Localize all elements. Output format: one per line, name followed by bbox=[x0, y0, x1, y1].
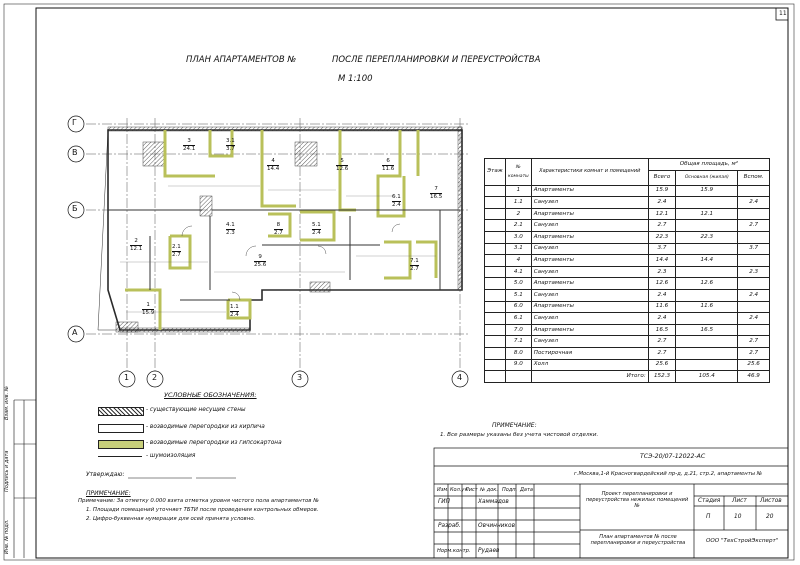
stamp-col-header: № док. bbox=[480, 487, 498, 493]
row-main: 14.4 bbox=[676, 255, 738, 267]
row-total: 14.4 bbox=[648, 255, 676, 267]
row-aux: 3.7 bbox=[738, 243, 770, 255]
room-label bbox=[410, 258, 419, 273]
room-number: 3 bbox=[183, 138, 195, 146]
row-main bbox=[676, 243, 738, 255]
room-label bbox=[274, 222, 283, 237]
stamp-stage-value: 20 bbox=[766, 514, 774, 520]
row-floor bbox=[485, 185, 506, 197]
explication-row bbox=[485, 324, 770, 336]
row-total: 2.3 bbox=[648, 266, 676, 278]
room-number: 4.1 bbox=[226, 222, 235, 228]
stamp-org: ООО "ТехСтройЭксперт" bbox=[706, 538, 779, 544]
row-main: 22.3 bbox=[676, 231, 738, 243]
row-total: 2.7 bbox=[648, 347, 676, 359]
row-main: 11.6 bbox=[676, 301, 738, 313]
stamp-code: ТСЭ-20/07-12022-АС bbox=[640, 453, 706, 460]
room-label bbox=[336, 158, 348, 173]
room-number: 9 bbox=[254, 254, 266, 262]
row-name: Постирочная bbox=[531, 347, 648, 359]
row-name: Апартаменты bbox=[531, 278, 648, 290]
plan-subtitle: ПОСЛЕ ПЕРЕПЛАНИРОВКИ И ПЕРЕУСТРОЙСТВА bbox=[332, 55, 541, 65]
explication-row bbox=[485, 208, 770, 220]
axis-label-col: 3 bbox=[297, 373, 303, 382]
row-aux bbox=[738, 185, 770, 197]
total-main: 105.4 bbox=[676, 371, 738, 383]
row-total: 2.7 bbox=[648, 336, 676, 348]
room-area: 2.7 bbox=[410, 266, 419, 272]
row-floor bbox=[485, 266, 506, 278]
room-number: 5.1 bbox=[312, 222, 321, 228]
total-aux: 46.9 bbox=[738, 371, 770, 383]
room-label bbox=[226, 138, 235, 153]
row-floor bbox=[485, 278, 506, 290]
stamp-name: Рудаев bbox=[478, 548, 500, 554]
room-number: 1.1 bbox=[230, 304, 239, 310]
row-aux: 2.7 bbox=[738, 347, 770, 359]
stamp-col-header: Кол.уч bbox=[450, 487, 468, 493]
room-area: 25.6 bbox=[254, 262, 267, 268]
header-room-no: № комнаты bbox=[506, 159, 532, 186]
stamp-project: Проект перепланировки и переустройства нежилых помещений № bbox=[585, 491, 689, 509]
row-num: 1 bbox=[506, 185, 532, 197]
side-label: Взам. инв. № bbox=[4, 386, 10, 420]
row-aux: 2.4 bbox=[738, 289, 770, 301]
row-main bbox=[676, 266, 738, 278]
row-main: 15.9 bbox=[676, 185, 738, 197]
row-num: 5.0 bbox=[506, 278, 532, 290]
note1-text: 1. Все размеры указаны без учета чистовой отделки. bbox=[440, 432, 599, 438]
row-num: 7.0 bbox=[506, 324, 532, 336]
room-label bbox=[254, 254, 266, 269]
room-label bbox=[382, 158, 394, 173]
explication-row bbox=[485, 289, 770, 301]
row-total: 2.7 bbox=[648, 220, 676, 232]
room-area: 2.7 bbox=[172, 252, 181, 258]
row-total: 25.6 bbox=[648, 359, 676, 371]
row-name: Санузел bbox=[531, 289, 648, 301]
room-label bbox=[226, 222, 235, 237]
room-label bbox=[392, 194, 401, 209]
stamp-role: Норм.контр. bbox=[437, 548, 471, 554]
explication-row bbox=[485, 220, 770, 232]
stamp-stage-value: 10 bbox=[734, 514, 742, 520]
row-floor bbox=[485, 208, 506, 220]
note2-line: Примечание: За отметку 0.000 взята отметка уровня чистого пола апартаментов № bbox=[78, 498, 319, 504]
row-total: 22.3 bbox=[648, 231, 676, 243]
row-name: Апартаменты bbox=[531, 185, 648, 197]
row-num: 5.1 bbox=[506, 289, 532, 301]
row-floor bbox=[485, 220, 506, 232]
row-aux: 2.4 bbox=[738, 313, 770, 325]
room-label bbox=[267, 158, 279, 173]
legend-item: - шумоизоляция bbox=[146, 453, 196, 459]
row-main bbox=[676, 336, 738, 348]
row-num: 2 bbox=[506, 208, 532, 220]
row-name: Апартаменты bbox=[531, 208, 648, 220]
row-num: 9.0 bbox=[506, 359, 532, 371]
explication-row bbox=[485, 266, 770, 278]
row-floor bbox=[485, 243, 506, 255]
axis-label-row: А bbox=[72, 328, 78, 337]
row-name: Санузел bbox=[531, 243, 648, 255]
row-floor bbox=[485, 301, 506, 313]
row-aux bbox=[738, 231, 770, 243]
row-total: 2.4 bbox=[648, 197, 676, 209]
row-aux: 25.6 bbox=[738, 359, 770, 371]
row-num: 6.1 bbox=[506, 313, 532, 325]
plan-title: ПЛАН АПАРТАМЕНТОВ № bbox=[186, 55, 297, 65]
stamp-stage-header: Лист bbox=[732, 498, 747, 504]
room-label bbox=[183, 138, 195, 153]
row-total: 11.6 bbox=[648, 301, 676, 313]
row-name: Санузел bbox=[531, 220, 648, 232]
legend-swatch-brick bbox=[98, 424, 144, 433]
room-area: 2.3 bbox=[226, 230, 235, 236]
axis-label-row: Б bbox=[72, 204, 78, 213]
room-area: 11.6 bbox=[382, 166, 395, 172]
row-floor bbox=[485, 231, 506, 243]
note2-title: ПРИМЕЧАНИЕ: bbox=[86, 490, 131, 497]
side-label: Инв. № подл. bbox=[4, 519, 10, 554]
explication-row bbox=[485, 185, 770, 197]
row-name: Холл bbox=[531, 359, 648, 371]
approved-label: Утверждаю: bbox=[86, 471, 125, 478]
row-floor bbox=[485, 347, 506, 359]
plan-scale: М 1:100 bbox=[338, 74, 373, 84]
stamp-col-header: Изм. bbox=[437, 487, 449, 493]
room-number: 5 bbox=[336, 158, 348, 166]
row-name: Санузел bbox=[531, 266, 648, 278]
row-total: 15.9 bbox=[648, 185, 676, 197]
row-num: 4.1 bbox=[506, 266, 532, 278]
row-main bbox=[676, 220, 738, 232]
legend-swatch-bearing bbox=[98, 407, 144, 416]
row-aux: 2.7 bbox=[738, 220, 770, 232]
legend-item: - возводимые перегородки из кирпича bbox=[146, 424, 265, 430]
room-area: 3.7 bbox=[226, 146, 235, 152]
room-area: 2.7 bbox=[274, 230, 283, 236]
total-value: 152.3 bbox=[648, 371, 676, 383]
total-label: Итого: bbox=[531, 371, 648, 383]
room-label bbox=[230, 304, 239, 319]
row-total: 2.4 bbox=[648, 289, 676, 301]
legend-swatch-gypsum bbox=[98, 440, 144, 449]
row-total: 12.1 bbox=[648, 208, 676, 220]
room-number: 4 bbox=[267, 158, 279, 166]
stamp-stage-value: П bbox=[706, 514, 711, 520]
room-label bbox=[172, 244, 181, 259]
row-aux: 2.4 bbox=[738, 197, 770, 209]
stamp-stage-header: Стадия bbox=[698, 498, 721, 504]
row-num: 4 bbox=[506, 255, 532, 267]
row-name: Апартаменты bbox=[531, 255, 648, 267]
explication-row bbox=[485, 313, 770, 325]
row-main: 16.5 bbox=[676, 324, 738, 336]
room-label bbox=[130, 238, 142, 253]
note1-title: ПРИМЕЧАНИЕ: bbox=[492, 422, 537, 429]
row-aux bbox=[738, 324, 770, 336]
row-num: 2.1 bbox=[506, 220, 532, 232]
explication-row bbox=[485, 347, 770, 359]
row-aux bbox=[738, 301, 770, 313]
header-main: Основная (жилая) bbox=[676, 170, 738, 185]
room-number: 8 bbox=[274, 222, 283, 230]
explication-row bbox=[485, 231, 770, 243]
explication-row bbox=[485, 278, 770, 290]
row-name: Санузел bbox=[531, 197, 648, 209]
stamp-sheet-title: План апартаментов № после перепланировки и переустройства bbox=[590, 534, 686, 546]
explication-row bbox=[485, 301, 770, 313]
room-number: 7 bbox=[430, 186, 442, 194]
side-label: Подпись и дата bbox=[4, 450, 10, 492]
row-main bbox=[676, 313, 738, 325]
legend-title: УСЛОВНЫЕ ОБОЗНАЧЕНИЯ: bbox=[164, 391, 257, 399]
room-number: 3.1 bbox=[226, 138, 235, 144]
note2-line: 2. Цифро-буквенная нумерация для осей принята условно. bbox=[86, 516, 256, 522]
room-label bbox=[312, 222, 321, 237]
axis-label-col: 1 bbox=[124, 373, 130, 382]
room-number: 6.1 bbox=[392, 194, 401, 200]
stamp-col-header: Лист bbox=[465, 487, 478, 493]
stamp-col-header: Дата bbox=[520, 487, 533, 493]
row-floor bbox=[485, 313, 506, 325]
stamp-name: Овчинников bbox=[478, 523, 515, 529]
row-name: Апартаменты bbox=[531, 231, 648, 243]
room-area: 12.6 bbox=[336, 166, 349, 172]
room-number: 2 bbox=[130, 238, 142, 246]
row-main bbox=[676, 197, 738, 209]
row-num: 8.0 bbox=[506, 347, 532, 359]
room-area: 14.4 bbox=[267, 166, 280, 172]
row-main bbox=[676, 359, 738, 371]
row-main: 12.1 bbox=[676, 208, 738, 220]
row-num: 3.1 bbox=[506, 243, 532, 255]
room-number: 7.1 bbox=[410, 258, 419, 264]
row-main: 12.6 bbox=[676, 278, 738, 290]
room-area: 2.4 bbox=[230, 312, 239, 318]
explication-row bbox=[485, 197, 770, 209]
row-aux: 2.3 bbox=[738, 266, 770, 278]
row-floor bbox=[485, 255, 506, 267]
legend-item: - возводимые перегородки из гипсокартона bbox=[146, 440, 282, 446]
room-area: 24.1 bbox=[183, 146, 196, 152]
sheet-number: 11 bbox=[779, 10, 787, 17]
row-name: Санузел bbox=[531, 313, 648, 325]
row-name: Апартаменты bbox=[531, 301, 648, 313]
row-num: 1.1 bbox=[506, 197, 532, 209]
row-name: Санузел bbox=[531, 336, 648, 348]
axis-label-col: 4 bbox=[457, 373, 463, 382]
row-floor bbox=[485, 324, 506, 336]
axis-label-col: 2 bbox=[152, 373, 158, 382]
room-area: 15.9 bbox=[142, 310, 155, 316]
room-area: 2.4 bbox=[392, 202, 401, 208]
row-floor bbox=[485, 359, 506, 371]
row-main bbox=[676, 347, 738, 359]
legend-item: - существующие несущие стены bbox=[146, 407, 246, 413]
row-aux bbox=[738, 208, 770, 220]
axis-label-row: Г bbox=[72, 118, 77, 127]
row-floor bbox=[485, 336, 506, 348]
stamp-role: ГИП bbox=[438, 499, 450, 505]
explication-row bbox=[485, 359, 770, 371]
row-num: 6.0 bbox=[506, 301, 532, 313]
row-floor bbox=[485, 197, 506, 209]
room-number: 2.1 bbox=[172, 244, 181, 250]
room-area: 16.5 bbox=[430, 194, 443, 200]
room-area: 12.1 bbox=[130, 246, 143, 252]
explication-table bbox=[484, 158, 770, 383]
row-total: 2.4 bbox=[648, 313, 676, 325]
row-name: Апартаменты bbox=[531, 324, 648, 336]
explication-row bbox=[485, 243, 770, 255]
legend-swatch-noise bbox=[98, 456, 142, 457]
row-aux bbox=[738, 255, 770, 267]
note2-line: 1. Площади помещений уточняет ТБТИ после проведения контрольных обмеров. bbox=[86, 507, 319, 513]
stamp-role: Разраб. bbox=[438, 523, 461, 529]
header-floor: Этаж bbox=[485, 159, 506, 186]
header-total: Всего bbox=[648, 170, 676, 185]
row-num: 7.1 bbox=[506, 336, 532, 348]
stamp-col-header: Подп. bbox=[502, 487, 518, 493]
header-area: Общая площадь, м² bbox=[648, 159, 769, 171]
room-label bbox=[142, 302, 154, 317]
row-main bbox=[676, 289, 738, 301]
row-aux bbox=[738, 278, 770, 290]
explication-row bbox=[485, 255, 770, 267]
explication-row bbox=[485, 336, 770, 348]
row-floor bbox=[485, 289, 506, 301]
room-area: 2.4 bbox=[312, 230, 321, 236]
stamp-stage-header: Листов bbox=[760, 498, 782, 504]
header-characteristics: Характеристики комнат и помещений bbox=[531, 159, 648, 186]
header-aux: Вспом. bbox=[738, 170, 770, 185]
row-aux: 2.7 bbox=[738, 336, 770, 348]
row-total: 12.6 bbox=[648, 278, 676, 290]
row-num: 3.0 bbox=[506, 231, 532, 243]
axis-label-row: В bbox=[72, 148, 78, 157]
room-number: 6 bbox=[382, 158, 394, 166]
stamp-address: г.Москва,1-й Красногвардейский пр-д, д.21, стр.2, апартаменты № bbox=[574, 471, 763, 477]
row-total: 3.7 bbox=[648, 243, 676, 255]
room-number: 1 bbox=[142, 302, 154, 310]
stamp-name: Хаммадов bbox=[478, 499, 509, 505]
row-total: 16.5 bbox=[648, 324, 676, 336]
room-label bbox=[430, 186, 442, 201]
